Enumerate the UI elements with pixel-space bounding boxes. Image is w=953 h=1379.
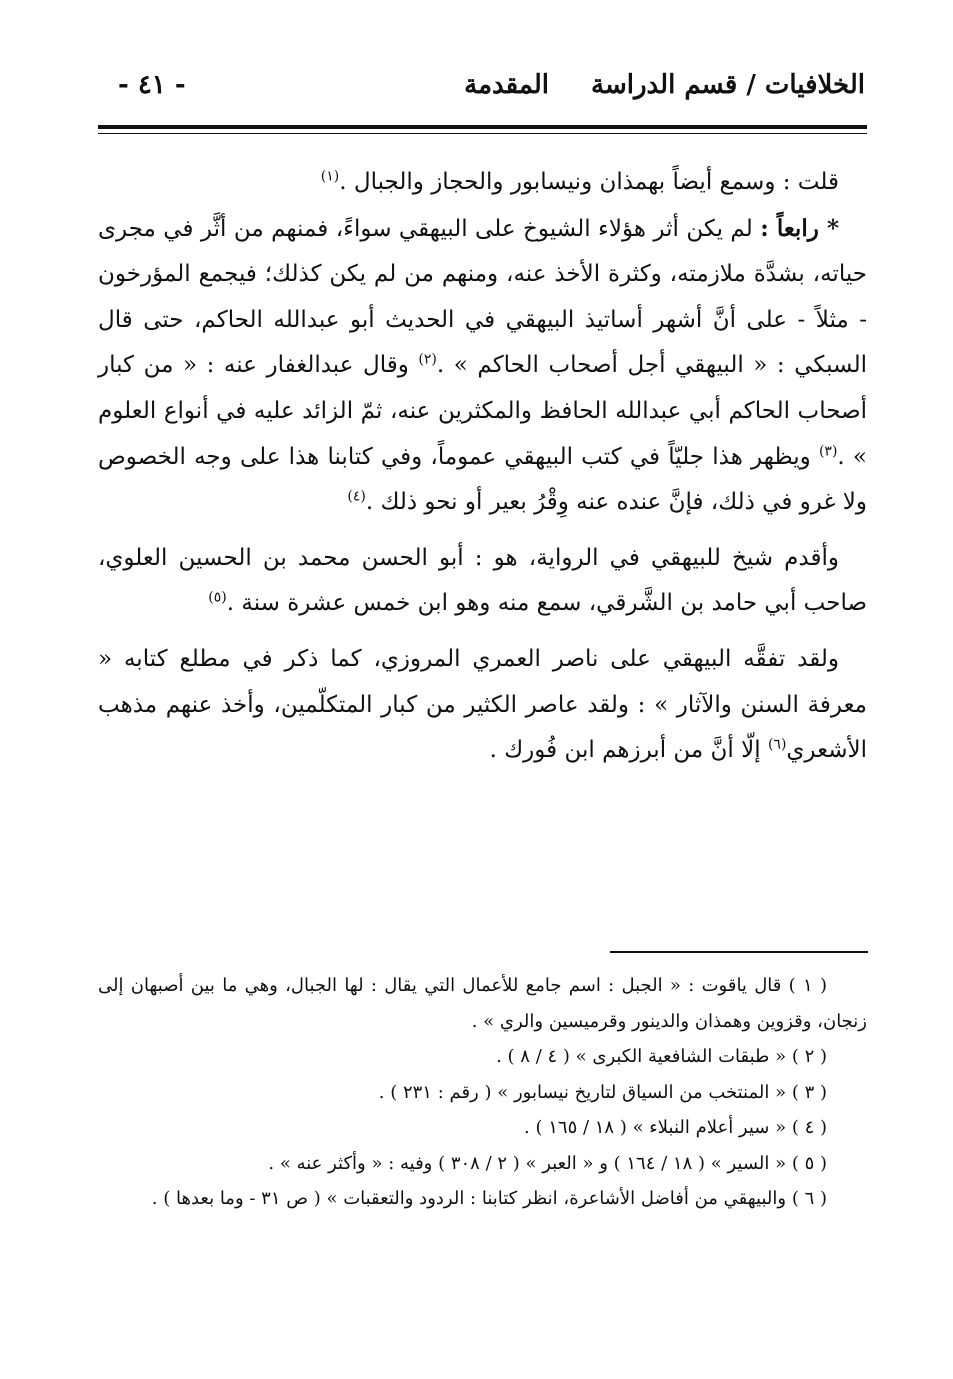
paragraph-lead: * رابعاً : <box>760 214 839 242</box>
footnote-3: ( ٣ ) « المنتخب من السياق لتاريخ نيسابور » ( رقم : ٢٣١ ) . <box>378 1081 827 1103</box>
footnote-ref-2: (٢) <box>418 351 437 368</box>
footnotes <box>98 968 867 1217</box>
footnote-2: ( ٢ ) « طبقات الشافعية الكبرى » ( ٤ / ٨ ) . <box>496 1046 827 1067</box>
paragraph-4: ولقد تفقَّه البيهقي على ناصر العمري المروزي، كما ذكر في مطلع كتابه « معرفة السنن والآثار » : ولقد عاصر الكثير من كبار المتكلّمين، وأخذ عنهم مذهب الأشعري$^{(٦)}$ إلّا أنَّ من أبرزهم ابن فُورك . <box>98 645 867 764</box>
paragraph-3: وأقدم شيخ للبيهقي في الرواية، هو : أبو الحسن محمد بن الحسين العلوي، صاحب أبي حامد بن الشَّرقي، سمع منه وهو ابن خمس عشرة سنة .$^{(٥)}$ <box>98 544 867 617</box>
footnote-ref-6: (٦) <box>767 736 787 753</box>
header-rule-thick <box>98 125 867 129</box>
paragraph-1: قلت : وسمع أيضاً بهمذان ونيسابور والحجاز والجبال .$^{(١)}$ <box>320 168 839 195</box>
footnote-6: ( ٦ ) والبيهقي من أفاضل الأشاعرة، انظر كتابنا : الردود والتعقبات » ( ص ٣١ - وما بعدها ) . <box>151 1188 827 1209</box>
footnote-4: ( ٤ ) « سير أعلام النبلاء » ( ١٨ / ١٦٥ ) . <box>524 1117 827 1138</box>
footnote-ref-1: (١) <box>320 168 340 185</box>
running-header <box>100 70 865 114</box>
footnote-ref-4: (٤) <box>347 488 366 505</box>
footnote-separator <box>610 951 868 953</box>
footnote-ref-3: (٣) <box>818 442 838 459</box>
footnote-1: ( ١ ) قال ياقوت : « الجبل : اسم جامع للأعمال التي يقال : لها الجبال، وهي ما بين أصبهان إلى زنجان، وقزوين وهمذان والدينور وقرميسين والري » . <box>98 975 867 1032</box>
page-number: - ٤١ - <box>118 70 186 100</box>
header-title: الخلافيات / قسم الدراسة <box>591 70 865 100</box>
header-section: المقدمة <box>464 70 549 100</box>
header-rule-thin <box>98 133 867 134</box>
footnote-ref-5: (٥) <box>208 589 227 606</box>
main-text <box>98 160 867 774</box>
paragraph-2: * رابعاً : لم يكن أثر هؤلاء الشيوخ على البيهقي سواءً، فمنهم من أثَّر في مجرى حياته، بشدَّة ملازمته، وكثرة الأخذ عنه، ومنهم من لم يكن كذلك؛ فيجمع المؤرخون - مثلاً - على أنَّ أشهر أساتيذ البيهقي في الحديث أبو عبدالله الحاكم، حتى قال السبكي : « البيهقي أجل أصحاب الحاكم » .$^{(٢)}$ وقال عبدالغفار عنه : « من كبار أصحاب الحاكم أبي عبدالله الحافظ والمكثرين عنه، ثمّ الزائد عليه في أنواع العلوم » .$^{(٣)}$ ويظهر هذا جليّاً في كتب البيهقي عموماً، وفي كتابنا هذا على وجه الخصوص ولا غرو في ذلك، فإنَّ عنده عنه وِقْرُ بعير أو نحو ذلك .$^{(٤)}$ <box>98 214 868 516</box>
footnote-5: ( ٥ ) « السير » ( ١٨ / ١٦٤ ) و « العبر » ( ٢ / ٣٠٨ ) وفيه : « وأكثر عنه » . <box>268 1152 827 1174</box>
